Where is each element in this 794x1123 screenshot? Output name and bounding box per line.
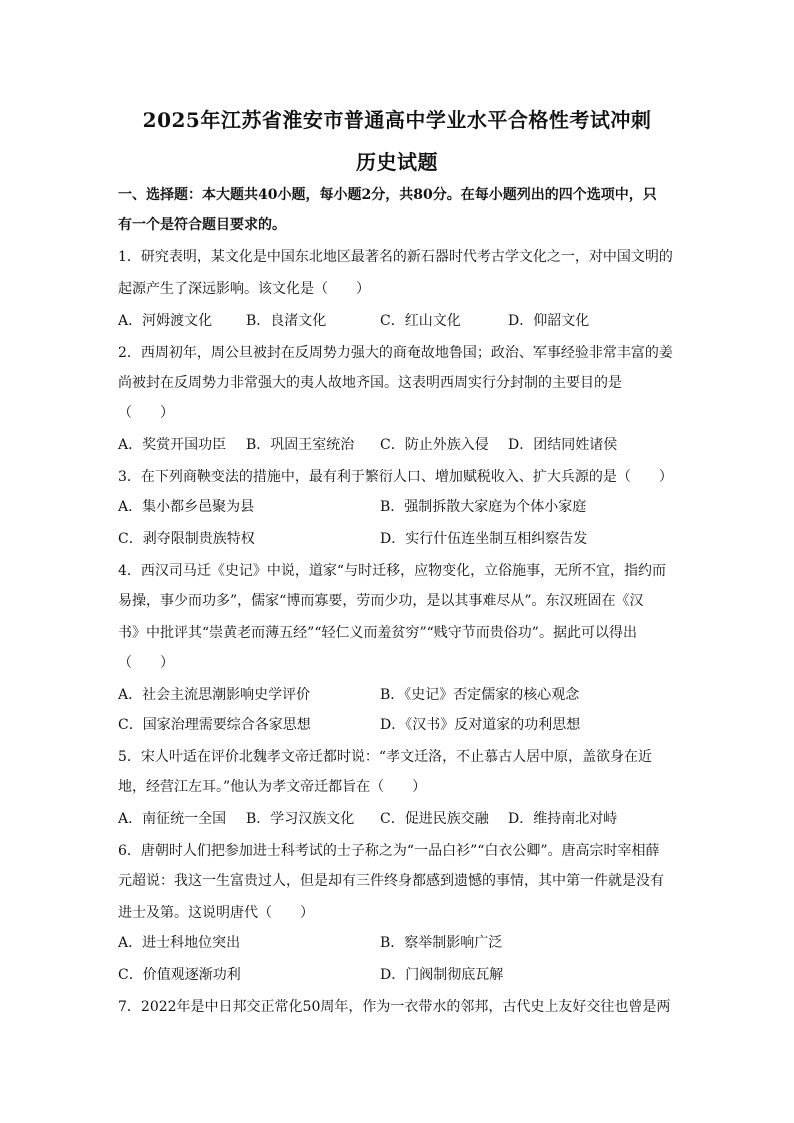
question-4-text: 4．西汉司马迁《史记》中说，道家“与时迁移，应物变化，立俗施事，无所不宜，指约而 <box>118 563 667 579</box>
question-4-text: （ ） <box>118 655 174 671</box>
question-6-text: 6．唐朝时人们把参加进士科考试的士子称之为“一品白衫”“白衣公卿”。唐高宗时宰相薛 <box>118 843 660 859</box>
question-1-option-a: A．河姆渡文化 <box>118 313 213 329</box>
question-3-text: 3．在下列商鞅变法的措施中，最有利于繁衍人口、增加赋税收入、扩大兵源的是（ ） <box>118 469 673 485</box>
question-5-option-d: D．维持南北对峙 <box>508 811 618 827</box>
question-3-option-d: D．实行什伍连坐制互相纠察告发 <box>380 531 588 547</box>
question-1-text: 起源产生了深远影响。该文化是（ ） <box>118 281 370 297</box>
exam-subtitle: 历史试题 <box>356 150 438 174</box>
question-6-text: 进士及第。这说明唐代（ ） <box>118 905 314 921</box>
question-1-text: 1．研究表明，某文化是中国东北地区最著名的新石器时代考古学文化之一，对中国文明的 <box>118 249 673 265</box>
question-5-option-a: A．南征统一全国 <box>118 811 227 827</box>
question-2-text: 2．西周初年，周公旦被封在反周势力强大的商奄故地鲁国；政治、军事经验非常丰富的姜 <box>118 345 673 361</box>
question-4-option-a: A．社会主流思潮影响史学评价 <box>118 687 311 703</box>
question-4-option-d: D．《汉书》反对道家的功利思想 <box>380 717 581 733</box>
question-2-option-b: B．巩固王室统治 <box>246 437 355 453</box>
question-7-text: 7．2022年是中日邦交正常化50周年，作为一衣带水的邻邦，古代史上友好交往也曾是两 <box>118 999 671 1015</box>
exam-title: 2025年江苏省淮安市普通高中学业水平合格性考试冲刺 <box>142 108 652 132</box>
question-3-option-b: B．强制拆散大家庭为个体小家庭 <box>380 499 587 515</box>
question-4-option-b: B．《史记》否定儒家的核心观念 <box>380 687 580 703</box>
question-4-option-c: C．国家治理需要综合各家思想 <box>118 717 311 733</box>
question-3-option-a: A．集小都乡邑聚为县 <box>118 499 255 515</box>
question-5-text: 地，经营江左耳。”他认为孝文帝迁都旨在（ ） <box>118 779 427 795</box>
question-2-text: 尚被封在反周势力非常强大的夷人故地齐国。这表明西周实行分封制的主要目的是 <box>118 375 622 391</box>
question-2-option-d: D．团结同姓诸侯 <box>508 437 618 453</box>
section-heading: 一、选择题：本大题共40小题，每小题2分，共80分。在每小题列出的四个选项中，只 <box>118 187 657 203</box>
question-6-text: 元超说：我这一生富贵过人，但是却有三件终身都感到遗憾的事情，其中第一件就是没有 <box>118 873 664 889</box>
question-5-option-c: C．促进民族交融 <box>380 811 489 827</box>
question-6-option-a: A．进士科地位突出 <box>118 935 241 951</box>
question-6-option-b: B．察举制影响广泛 <box>380 935 503 951</box>
section-heading-cont: 有一个是符合题目要求的。 <box>118 217 286 233</box>
question-2-option-c: C．防止外族入侵 <box>380 437 489 453</box>
question-5-option-b: B．学习汉族文化 <box>246 811 355 827</box>
question-3-option-c: C．剥夺限制贵族特权 <box>118 531 255 547</box>
question-4-text: 易操，事少而功多”，儒家“博而寡要，劳而少功，是以其事难尽从”。东汉班固在《汉 <box>118 593 644 609</box>
question-1-option-c: C．红山文化 <box>380 313 461 329</box>
question-2-text: （ ） <box>118 405 174 421</box>
question-1-option-d: D．仰韶文化 <box>508 313 590 329</box>
question-2-option-a: A．奖赏开国功臣 <box>118 437 227 453</box>
question-4-text: 书》中批评其“崇黄老而薄五经”“轻仁义而羞贫穷”“贱守节而贵俗功”。据此可以得出 <box>118 625 637 641</box>
question-1-option-b: B．良渚文化 <box>246 313 327 329</box>
question-6-option-c: C．价值观逐渐功利 <box>118 967 241 983</box>
question-5-text: 5．宋人叶适在评价北魏孝文帝迁都时说：“孝文迁洛，不止慕古人居中原，盖欲身在近 <box>118 749 653 765</box>
question-6-option-d: D．门阀制彻底瓦解 <box>380 967 504 983</box>
